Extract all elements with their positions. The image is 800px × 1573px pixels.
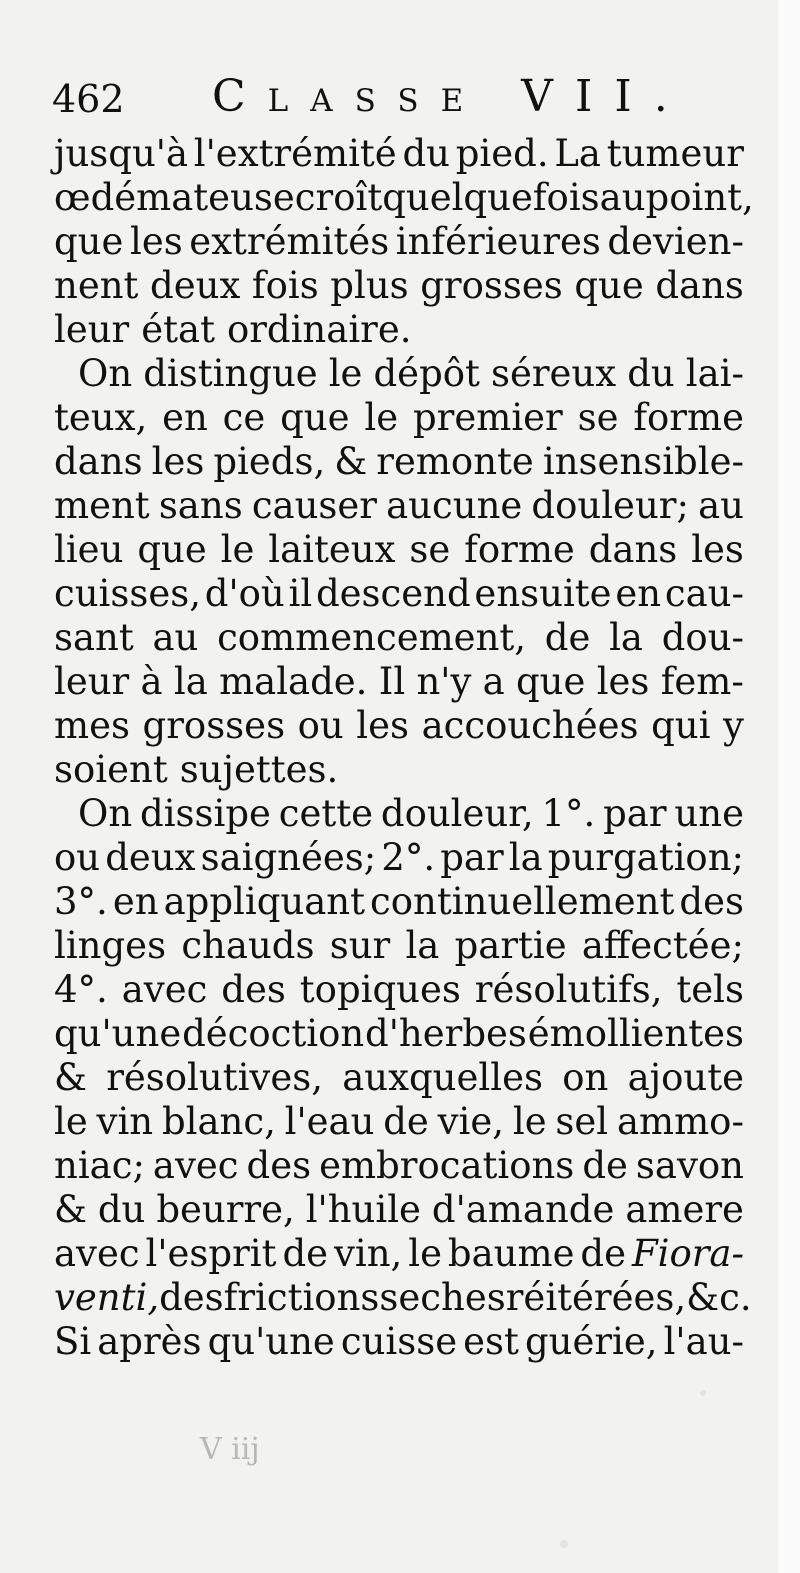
word: baume bbox=[447, 1232, 575, 1275]
word: les bbox=[151, 440, 205, 483]
text-line bbox=[54, 924, 744, 968]
word: que bbox=[54, 220, 124, 263]
word: réitérées, bbox=[505, 1276, 687, 1319]
word: teux, bbox=[54, 396, 148, 439]
word: auxquelles bbox=[342, 1056, 543, 1099]
word: d'herbes bbox=[365, 1012, 527, 1055]
word: douleur; bbox=[531, 484, 689, 527]
word: ensuite bbox=[474, 572, 612, 615]
word: le bbox=[512, 1100, 547, 1143]
word: cau- bbox=[664, 572, 744, 615]
word: linges bbox=[54, 924, 167, 967]
signature-mark-text: V iij bbox=[200, 1432, 260, 1467]
word: avec bbox=[152, 1144, 239, 1187]
word: résolutives, bbox=[106, 1056, 323, 1099]
text-line bbox=[54, 616, 744, 660]
word: saignées; bbox=[200, 836, 377, 879]
word: des bbox=[221, 968, 286, 1011]
text-line bbox=[54, 660, 744, 704]
word: embrocations bbox=[319, 1144, 575, 1187]
word: dépôt bbox=[373, 352, 480, 395]
word: Fiora- bbox=[631, 1232, 744, 1275]
word: y bbox=[723, 704, 744, 747]
word: affectée; bbox=[581, 924, 744, 967]
ink-speck bbox=[700, 1390, 706, 1396]
word: beurre, bbox=[156, 1188, 295, 1231]
word: 4°. bbox=[54, 968, 108, 1011]
text-line bbox=[54, 1056, 744, 1100]
word: grosses bbox=[142, 704, 286, 747]
ink-speck bbox=[560, 1540, 568, 1548]
word: chauds bbox=[181, 924, 315, 967]
word: quelquefois bbox=[382, 176, 600, 219]
word: que bbox=[516, 660, 586, 703]
word: remonte bbox=[376, 440, 534, 483]
page-edge bbox=[778, 0, 800, 1573]
word: le bbox=[408, 1232, 442, 1275]
page-header bbox=[52, 70, 732, 130]
word: sans bbox=[158, 484, 243, 527]
word: fem- bbox=[660, 660, 744, 703]
text-line bbox=[54, 836, 744, 880]
word: par bbox=[440, 836, 504, 879]
text-line-fiora bbox=[54, 1232, 744, 1276]
word: à bbox=[140, 660, 163, 703]
word: ordinaire. bbox=[226, 308, 412, 351]
word: venti, bbox=[54, 1276, 160, 1319]
word: fois bbox=[251, 264, 319, 307]
word: dans bbox=[54, 440, 143, 483]
text-line bbox=[54, 1144, 744, 1188]
word: les bbox=[596, 660, 650, 703]
word: des bbox=[246, 1144, 312, 1187]
body-text bbox=[54, 132, 754, 1364]
word: deux bbox=[105, 836, 196, 879]
word: La bbox=[554, 132, 601, 175]
text-line-venti bbox=[54, 1276, 752, 1320]
word: jusqu'à bbox=[54, 132, 189, 175]
word: croît bbox=[294, 176, 383, 219]
word: descend bbox=[315, 572, 471, 615]
word: accouchées bbox=[421, 704, 639, 747]
word: qu'une bbox=[207, 1320, 335, 1363]
word: une bbox=[674, 792, 744, 835]
word: l'extrémité bbox=[193, 132, 397, 175]
word: œdémateuse bbox=[54, 176, 295, 219]
word: de bbox=[580, 1232, 626, 1275]
text-line bbox=[54, 1100, 744, 1144]
word: de bbox=[383, 1100, 429, 1143]
word: le bbox=[220, 528, 255, 571]
text-line bbox=[54, 352, 744, 396]
word: forme bbox=[464, 528, 575, 571]
word: les bbox=[130, 220, 183, 263]
word: lieu bbox=[54, 528, 124, 571]
word: sant bbox=[54, 616, 134, 659]
word: ment bbox=[54, 484, 150, 527]
word: sel bbox=[555, 1100, 609, 1143]
word: vie, bbox=[437, 1100, 505, 1143]
word: d'amande bbox=[431, 1188, 615, 1231]
word: émollientes bbox=[527, 1012, 744, 1055]
word: des bbox=[159, 1276, 224, 1319]
word: sujettes. bbox=[179, 748, 339, 791]
word: la bbox=[405, 924, 440, 967]
word: que bbox=[137, 528, 207, 571]
word: Si bbox=[54, 1320, 92, 1363]
word: au bbox=[599, 176, 646, 219]
word: partie bbox=[454, 924, 567, 967]
word: vin bbox=[96, 1100, 154, 1143]
word: le bbox=[364, 396, 399, 439]
word: topiques bbox=[299, 968, 461, 1011]
word: par bbox=[603, 792, 667, 835]
word: douleur, bbox=[380, 792, 534, 835]
word: se bbox=[577, 396, 619, 439]
word: inférieures bbox=[395, 220, 601, 263]
text-line bbox=[54, 308, 744, 352]
word: &c. bbox=[686, 1276, 752, 1319]
word: pieds, bbox=[213, 440, 326, 483]
word: ajoute bbox=[627, 1056, 744, 1099]
word: 1°. bbox=[541, 792, 596, 835]
word: au bbox=[698, 484, 744, 527]
word: seches bbox=[379, 1276, 506, 1319]
word: & bbox=[334, 440, 368, 483]
word: d'où bbox=[204, 572, 285, 615]
word: causer bbox=[251, 484, 377, 527]
word: que bbox=[280, 396, 350, 439]
text-line bbox=[54, 440, 744, 484]
word: avec bbox=[54, 1232, 140, 1275]
word: ou bbox=[54, 836, 101, 879]
word: qu'une bbox=[54, 1012, 182, 1055]
word: grosses bbox=[420, 264, 563, 307]
word: distingue bbox=[143, 352, 318, 395]
word: vin, bbox=[333, 1232, 403, 1275]
word: Il bbox=[378, 660, 406, 703]
word: amere bbox=[625, 1188, 744, 1231]
word: leur bbox=[54, 660, 130, 703]
word: des bbox=[679, 880, 744, 923]
word: décoction bbox=[182, 1012, 365, 1055]
word: nent bbox=[54, 264, 139, 307]
word: l'huile bbox=[305, 1188, 421, 1231]
word: mes bbox=[54, 704, 130, 747]
word: n'y bbox=[416, 660, 472, 703]
word: de bbox=[582, 1144, 628, 1187]
text-line bbox=[54, 528, 744, 572]
word: cuisse bbox=[340, 1320, 458, 1363]
word: point, bbox=[645, 176, 754, 219]
text-line bbox=[54, 1012, 744, 1056]
word: est bbox=[463, 1320, 519, 1363]
word: 3°. bbox=[54, 880, 108, 923]
word: du bbox=[402, 132, 450, 175]
text-line bbox=[54, 1188, 744, 1232]
text-line bbox=[54, 396, 744, 440]
word: ammo- bbox=[616, 1100, 744, 1143]
word: forme bbox=[633, 396, 744, 439]
word: blanc, bbox=[161, 1100, 276, 1143]
word: appliquant bbox=[163, 880, 365, 923]
word: guérie, bbox=[524, 1320, 658, 1363]
word: purgation; bbox=[547, 836, 744, 879]
word: on bbox=[562, 1056, 609, 1099]
word: leur bbox=[54, 308, 130, 351]
word: les bbox=[691, 528, 744, 571]
word: après bbox=[97, 1320, 202, 1363]
word: l'eau bbox=[284, 1100, 375, 1143]
word: savon bbox=[635, 1144, 744, 1187]
word: premier bbox=[412, 396, 563, 439]
text-line bbox=[54, 748, 744, 792]
word: dissipe bbox=[140, 792, 271, 835]
word: aucune bbox=[386, 484, 523, 527]
word: deux bbox=[150, 264, 241, 307]
word: se bbox=[409, 528, 451, 571]
word: cette bbox=[278, 792, 374, 835]
text-line bbox=[54, 572, 744, 616]
word: ou bbox=[297, 704, 344, 747]
word: On bbox=[78, 792, 133, 835]
text-line bbox=[54, 264, 744, 308]
signature-mark bbox=[200, 1432, 300, 1472]
word: & bbox=[54, 1056, 87, 1099]
word: niac; bbox=[54, 1144, 145, 1187]
word: du bbox=[627, 352, 675, 395]
word: a bbox=[482, 660, 505, 703]
text-line bbox=[54, 968, 744, 1012]
word: le bbox=[328, 352, 363, 395]
word: en bbox=[162, 396, 208, 439]
word: en bbox=[615, 572, 662, 615]
word: état bbox=[141, 308, 215, 351]
text-line bbox=[54, 792, 744, 836]
word: malade. bbox=[219, 660, 368, 703]
word: la bbox=[173, 660, 208, 703]
word: devien- bbox=[607, 220, 744, 263]
word: On bbox=[78, 352, 133, 395]
word: continuellement bbox=[370, 880, 675, 923]
word: au bbox=[152, 616, 199, 659]
word: résolutifs, bbox=[474, 968, 663, 1011]
word: du bbox=[97, 1188, 146, 1231]
word: que bbox=[574, 264, 644, 307]
word: l'au- bbox=[663, 1320, 744, 1363]
word: la bbox=[508, 836, 543, 879]
word: soient bbox=[54, 748, 168, 791]
word: tels bbox=[676, 968, 744, 1011]
word: insensible- bbox=[542, 440, 744, 483]
word: de bbox=[282, 1232, 329, 1275]
running-head: Classe VII. bbox=[212, 71, 690, 122]
word: commencement, bbox=[217, 616, 527, 659]
word: pied. bbox=[455, 132, 549, 175]
word: extrémités bbox=[189, 220, 390, 263]
text-line bbox=[54, 176, 754, 220]
word: sur bbox=[329, 924, 391, 967]
word: dou- bbox=[661, 616, 744, 659]
text-line bbox=[54, 484, 744, 528]
word: l'esprit bbox=[145, 1232, 277, 1275]
word: le bbox=[54, 1100, 88, 1143]
word: dans bbox=[655, 264, 744, 307]
word: lai- bbox=[685, 352, 744, 395]
text-line bbox=[54, 880, 744, 924]
word: 2°. bbox=[381, 836, 436, 879]
text-line bbox=[54, 704, 744, 748]
page-number: 462 bbox=[52, 77, 125, 121]
text-line bbox=[54, 132, 744, 176]
word: avec bbox=[121, 968, 208, 1011]
word: plus bbox=[330, 264, 409, 307]
word: & bbox=[54, 1188, 87, 1231]
word: frictions bbox=[223, 1276, 380, 1319]
word: laiteux bbox=[268, 528, 396, 571]
word: tumeur bbox=[606, 132, 744, 175]
word: la bbox=[609, 616, 643, 659]
word: de bbox=[544, 616, 591, 659]
word: ce bbox=[222, 396, 266, 439]
text-line bbox=[54, 1320, 744, 1364]
word: cuisses, bbox=[54, 572, 202, 615]
word: en bbox=[112, 880, 159, 923]
text-line bbox=[54, 220, 744, 264]
word: les bbox=[356, 704, 410, 747]
word: qui bbox=[651, 704, 711, 747]
word: il bbox=[288, 572, 313, 615]
word: séreux bbox=[490, 352, 617, 395]
word: dans bbox=[588, 528, 678, 571]
